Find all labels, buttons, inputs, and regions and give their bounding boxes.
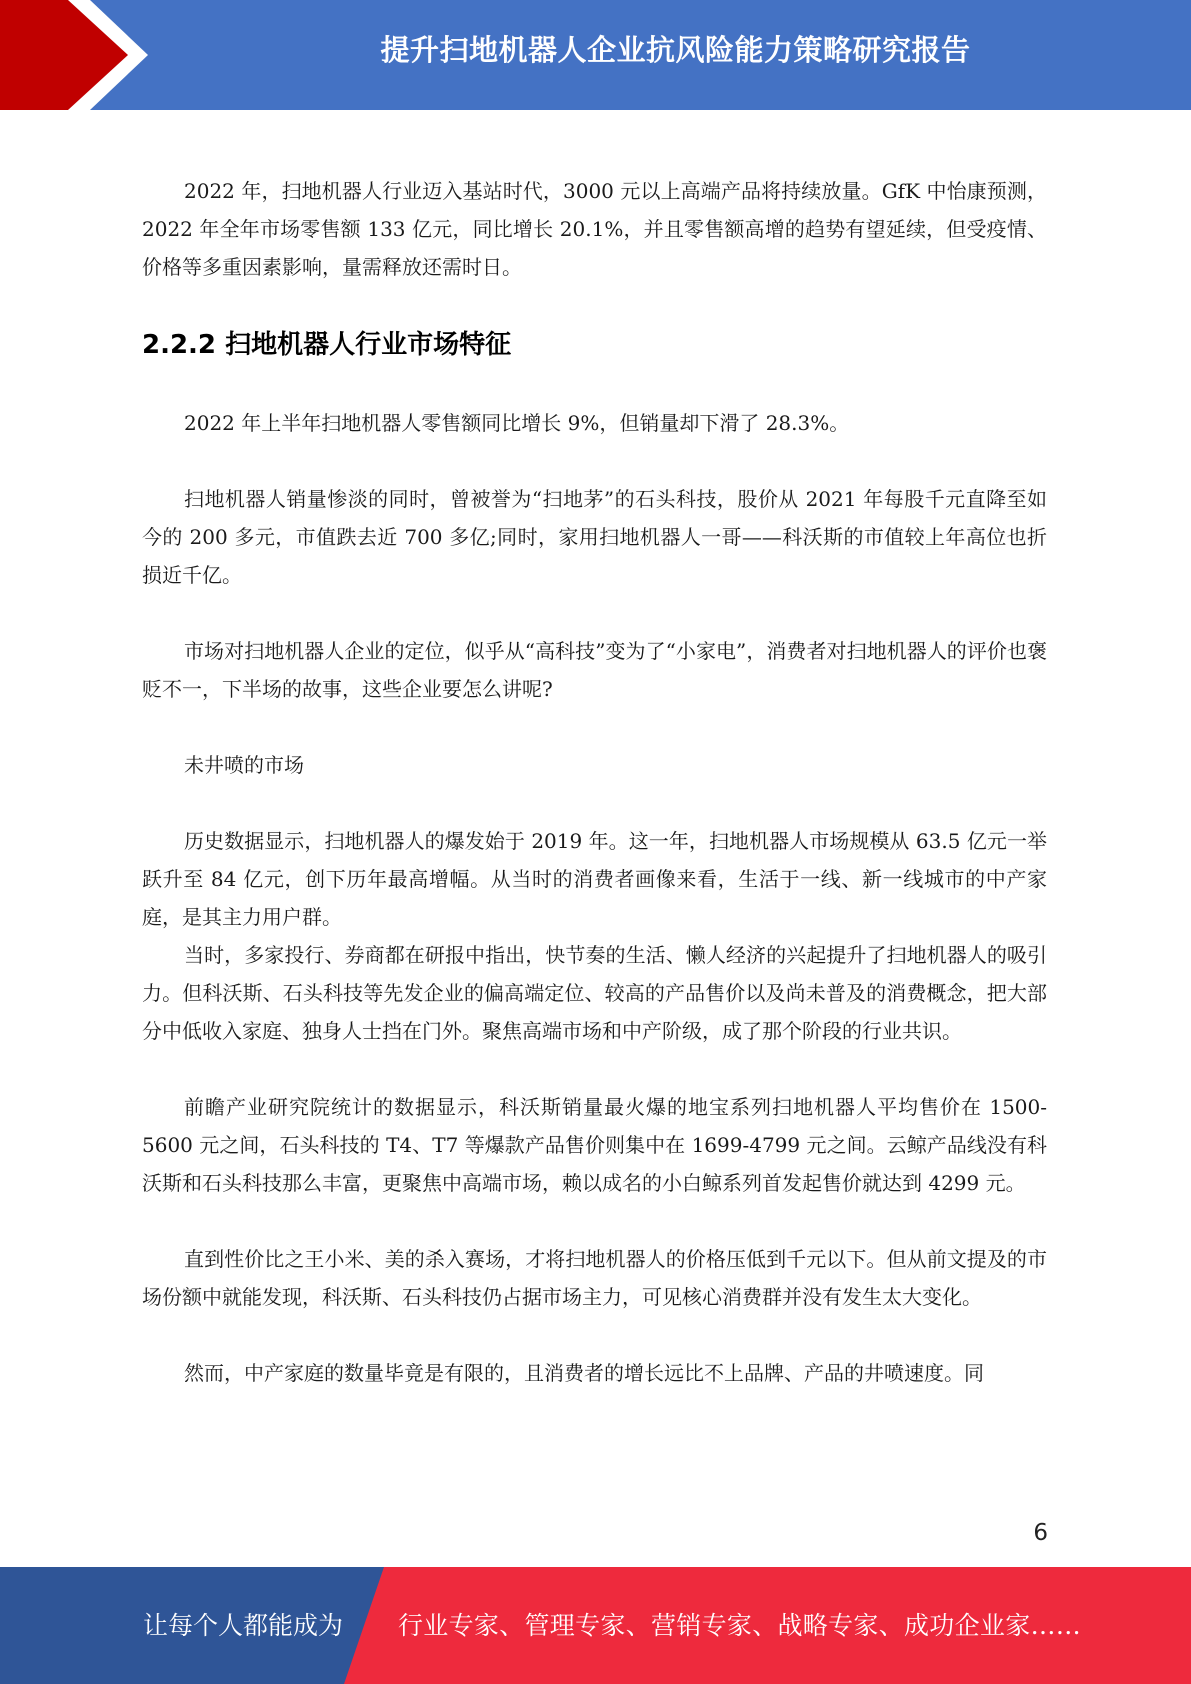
body-paragraph: 前瞻产业研究院统计的数据显示，科沃斯销量最火爆的地宝系列扫地机器人平均售价在 1500-5600 元之间，石头科技的 T4、T7 等爆款产品售价则集中在 1699-4799 元之间。云鲸产品线没有科沃斯和石头科技那么丰富，更聚焦中高端市场，赖以成名的小白鲸系列首发起售价就达到 4299 元。: [142, 1095, 1047, 1195]
footer-slogan-right: 行业专家、管理专家、营销专家、战略专家、成功企业家……: [398, 1611, 1082, 1640]
page-content: [142, 172, 1047, 1392]
body-paragraph: 直到性价比之王小米、美的杀入赛场，才将扫地机器人的价格压低到千元以下。但从前文提及的市场份额中就能发现，科沃斯、石头科技仍占据市场主力，可见核心消费群并没有发生太大变化。: [142, 1247, 1047, 1309]
section-heading: 2.2.2 扫地机器人行业市场特征: [142, 330, 512, 360]
page-footer: [0, 1567, 1191, 1684]
body-paragraph: 市场对扫地机器人企业的定位，似乎从“高科技”变为了“小家电”，消费者对扫地机器人的评价也褒贬不一，下半场的故事，这些企业要怎么讲呢?: [142, 639, 1047, 701]
footer-slogan-left: 让每个人都能成为: [143, 1611, 344, 1640]
body-paragraph: 当时，多家投行、券商都在研报中指出，快节奏的生活、懒人经济的兴起提升了扫地机器人的吸引力。但科沃斯、石头科技等先发企业的偏高端定位、较高的产品售价以及尚未普及的消费概念，把大部分中低收入家庭、独身人士挡在门外。聚焦高端市场和中产阶级，成了那个阶段的行业共识。: [142, 943, 1047, 1043]
body-paragraph: 然而，中产家庭的数量毕竟是有限的，且消费者的增长远比不上品牌、产品的井喷速度。同: [184, 1361, 984, 1385]
subheading-paragraph: 未井喷的市场: [184, 753, 304, 777]
intro-paragraph: 2022 年，扫地机器人行业迈入基站时代，3000 元以上高端产品将持续放量。GfK 中怡康预测，2022 年全年市场零售额 133 亿元，同比增长 20.1%，并且零售额高增的趋势有望延续，但受疫情、价格等多重因素影响，量需释放还需时日。: [142, 179, 1047, 279]
document-title: 提升扫地机器人企业抗风险能力策略研究报告: [380, 33, 971, 67]
body-paragraph: 扫地机器人销量惨淡的同时，曾被誉为“扫地茅”的石头科技，股价从 2021 年每股千元直降至如今的 200 多元，市值跌去近 700 多亿;同时，家用扫地机器人一哥——科沃斯的市值较上年高位也折损近千亿。: [142, 487, 1047, 587]
body-paragraph: 历史数据显示，扫地机器人的爆发始于 2019 年。这一年，扫地机器人市场规模从 63.5 亿元一举跃升至 84 亿元，创下历年最高增幅。从当时的消费者画像来看，生活于一线、新一线城市的中产家庭，是其主力用户群。: [142, 829, 1047, 929]
body-paragraph: 2022 年上半年扫地机器人零售额同比增长 9%，但销量却下滑了 28.3%。: [184, 411, 850, 435]
page-header: [0, 0, 1191, 110]
page-number: 6: [1033, 1520, 1048, 1546]
